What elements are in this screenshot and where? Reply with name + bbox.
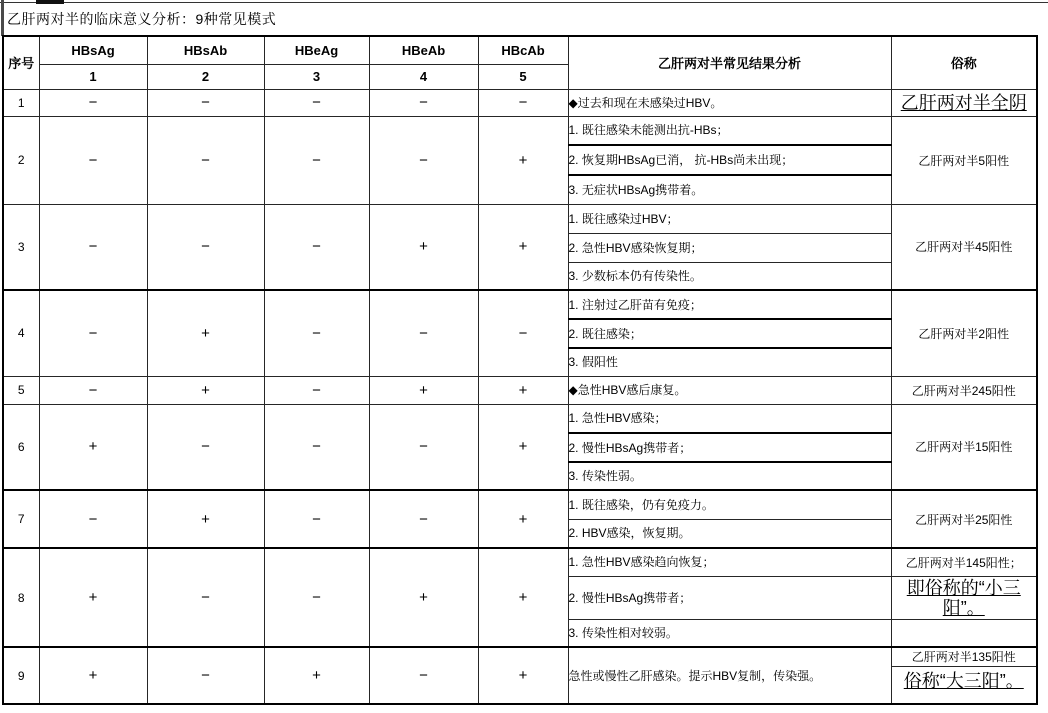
header-hbsab: HBsAb <box>147 36 264 64</box>
result-cell: + <box>478 548 568 647</box>
nickname-cell <box>891 576 1037 619</box>
header-num-1: 1 <box>39 64 147 89</box>
result-cell: − <box>39 204 147 290</box>
result-cell: + <box>478 404 568 490</box>
nickname-special-text: 即俗称的“小三阳”。 <box>906 577 1021 618</box>
header-hbeab: HBeAb <box>369 36 478 64</box>
nickname-special-text: 俗称“大三阳”。 <box>903 670 1024 691</box>
result-cell: − <box>478 89 568 116</box>
result-cell: + <box>369 376 478 404</box>
result-cell: − <box>264 290 369 376</box>
result-cell: − <box>478 290 568 376</box>
header-analysis: 乙肝两对半常见结果分析 <box>568 36 891 89</box>
result-cell: + <box>478 376 568 404</box>
analysis-cell: 1. 急性HBV感染趋向恢复； <box>568 548 891 576</box>
nickname-cell: 乙肝两对半135阳性 <box>891 647 1037 666</box>
table-row <box>3 548 1037 576</box>
result-cell: + <box>369 548 478 647</box>
analysis-cell: 2. 恢复期HBsAg已消， 抗-HBs尚未出现； <box>568 145 891 175</box>
result-cell: + <box>147 376 264 404</box>
result-cell: + <box>39 548 147 647</box>
nickname-cell: 乙肝两对半25阳性 <box>891 490 1037 548</box>
table-body <box>3 36 1037 704</box>
result-cell: + <box>147 490 264 548</box>
analysis-cell: 1. 注射过乙肝苗有免疫； <box>568 290 891 319</box>
result-cell: + <box>478 490 568 548</box>
table-row <box>3 376 1037 404</box>
analysis-cell: 2. 慢性HBsAg携带者； <box>568 576 891 619</box>
table-row <box>3 89 1037 116</box>
analysis-cell: 2. 急性HBV感染恢复期； <box>568 233 891 262</box>
table-row <box>3 490 1037 519</box>
result-cell: − <box>264 404 369 490</box>
result-cell: + <box>264 647 369 704</box>
result-cell: + <box>478 116 568 204</box>
nickname-cell: 乙肝两对半45阳性 <box>891 204 1037 290</box>
result-cell: − <box>369 490 478 548</box>
result-cell: − <box>264 204 369 290</box>
nickname-cell: 乙肝两对半245阳性 <box>891 376 1037 404</box>
result-cell: + <box>39 647 147 704</box>
page-edge-artifact <box>1 0 4 36</box>
analysis-cell: 1. 既往感染未能测出抗-HBs； <box>568 116 891 145</box>
nickname-cell <box>891 666 1037 704</box>
serial-cell: 5 <box>3 376 39 404</box>
nickname-cell: 乙肝两对半15阳性 <box>891 404 1037 490</box>
analysis-cell: ◆急性HBV感后康复。 <box>568 376 891 404</box>
serial-cell: 1 <box>3 89 39 116</box>
analysis-cell: 2. HBV感染，恢复期。 <box>568 519 891 548</box>
scan-artifact <box>36 0 64 4</box>
analysis-cell: 1. 既往感染，仍有免疫力。 <box>568 490 891 519</box>
analysis-cell: 3. 少数标本仍有传染性。 <box>568 262 891 290</box>
analysis-cell: 1. 既往感染过HBV； <box>568 204 891 233</box>
table-row <box>3 647 1037 666</box>
hbv-results-table <box>2 35 1038 705</box>
serial-cell: 7 <box>3 490 39 548</box>
nickname-cell <box>891 89 1037 116</box>
result-cell: − <box>147 204 264 290</box>
header-hbsag: HBsAg <box>39 36 147 64</box>
header-num-5: 5 <box>478 64 568 89</box>
nickname-cell: 乙肝两对半145阳性； <box>891 548 1037 576</box>
nickname-special-text: 乙肝两对半全阴 <box>900 92 1027 113</box>
result-cell: − <box>39 290 147 376</box>
result-cell: − <box>264 116 369 204</box>
result-cell: − <box>39 89 147 116</box>
result-cell: − <box>39 116 147 204</box>
result-cell: − <box>369 647 478 704</box>
header-serial: 序号 <box>3 36 39 89</box>
header-hbcab: HBcAb <box>478 36 568 64</box>
result-cell: − <box>369 89 478 116</box>
header-num-4: 4 <box>369 64 478 89</box>
result-cell: − <box>39 376 147 404</box>
result-cell: − <box>147 548 264 647</box>
analysis-cell: ◆过去和现在未感染过HBV。 <box>568 89 891 116</box>
serial-cell: 9 <box>3 647 39 704</box>
top-rule-line <box>0 2 1048 3</box>
table-row <box>3 290 1037 319</box>
result-cell: − <box>39 490 147 548</box>
header-num-3: 3 <box>264 64 369 89</box>
header-row-markers <box>3 36 1037 64</box>
result-cell: − <box>264 89 369 116</box>
analysis-cell: 3. 传染性弱。 <box>568 462 891 490</box>
header-hbeag: HBeAg <box>264 36 369 64</box>
result-cell: − <box>147 647 264 704</box>
analysis-cell: 2. 慢性HBsAg携带者； <box>568 433 891 462</box>
result-cell: − <box>147 89 264 116</box>
header-nickname: 俗称 <box>891 36 1037 89</box>
table-row <box>3 404 1037 433</box>
result-cell: − <box>369 290 478 376</box>
result-cell: − <box>264 548 369 647</box>
result-cell: − <box>147 404 264 490</box>
result-cell: − <box>369 116 478 204</box>
result-cell: − <box>147 116 264 204</box>
result-cell: − <box>264 490 369 548</box>
table-row <box>3 204 1037 233</box>
result-cell: − <box>264 376 369 404</box>
page-title: 乙肝两对半的临床意义分析：9种常见模式 <box>7 11 277 27</box>
analysis-cell: 急性或慢性乙肝感染。提示HBV复制，传染强。 <box>568 647 891 704</box>
result-cell: + <box>147 290 264 376</box>
serial-cell: 2 <box>3 116 39 204</box>
analysis-cell: 3. 无症状HBsAg携带着。 <box>568 175 891 204</box>
analysis-cell: 3. 假阳性 <box>568 348 891 376</box>
serial-cell: 8 <box>3 548 39 647</box>
result-cell: + <box>39 404 147 490</box>
analysis-cell: 3. 传染性相对较弱。 <box>568 619 891 647</box>
serial-cell: 6 <box>3 404 39 490</box>
analysis-cell: 1. 急性HBV感染； <box>568 404 891 433</box>
nickname-cell: 乙肝两对半5阳性 <box>891 116 1037 204</box>
analysis-cell: 2. 既往感染； <box>568 319 891 348</box>
nickname-cell: 乙肝两对半2阳性 <box>891 290 1037 376</box>
serial-cell: 4 <box>3 290 39 376</box>
nickname-cell <box>891 619 1037 647</box>
serial-cell: 3 <box>3 204 39 290</box>
table-row <box>3 116 1037 145</box>
result-cell: − <box>369 404 478 490</box>
result-cell: + <box>478 204 568 290</box>
header-num-2: 2 <box>147 64 264 89</box>
result-cell: + <box>478 647 568 704</box>
result-cell: + <box>369 204 478 290</box>
